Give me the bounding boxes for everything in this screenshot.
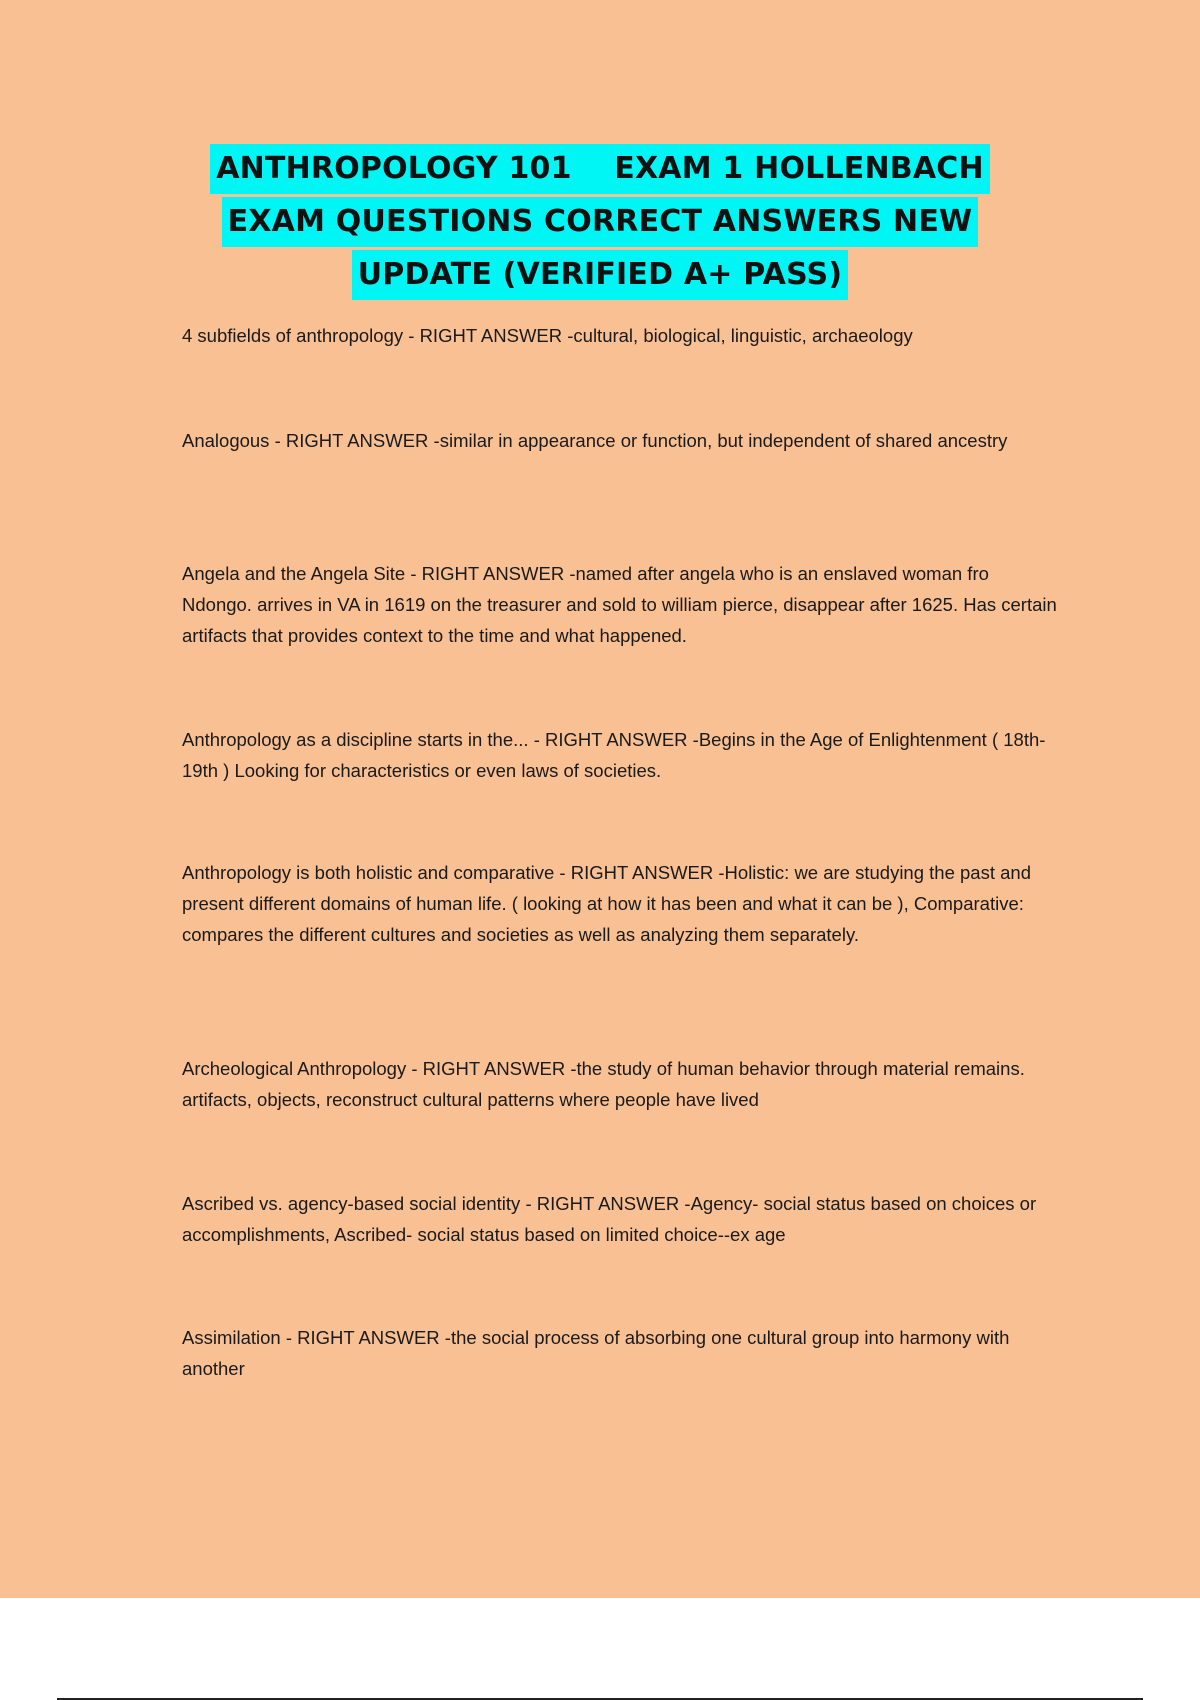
qa-entry-assimilation: Assimilation - RIGHT ANSWER -the social process of absorbing one cultural group into harmony with another [182,1327,1010,1379]
title-line-3-text: UPDATE (VERIFIED A+ PASS) [352,250,849,300]
qa-entry-discipline-start: Anthropology as a discipline starts in the... - RIGHT ANSWER -Begins in the Age of Enlightenment ( 18th-19th ) Looking for characteristics or even laws of societies. [182,729,1046,781]
title-line-2-text: EXAM QUESTIONS CORRECT ANSWERS NEW [222,197,979,247]
qa-entry-angela-site: Angela and the Angela Site - RIGHT ANSWER -named after angela who is an enslaved woman fro Ndongo. arrives in VA in 1619 on the treasurer and sold to william pierce, disappear after 1625. Has certain artifacts that provides context to the time and what happened. [182,563,1057,646]
title-line-3 [0,250,1200,303]
qa-entry-analogous: Analogous - RIGHT ANSWER -similar in appearance or function, but independent of shared ancestry [182,430,1008,451]
title-line-2 [0,197,1200,250]
title-line-1 [0,144,1200,197]
qa-entry-holistic-comparative: Anthropology is both holistic and comparative - RIGHT ANSWER -Holistic: we are studying the past and present different domains of human life. ( looking at how it has been and what it can be ), Comparative: compares the different cultures and societies as well as analyzing them separately. [182,862,1031,945]
qa-entry-archeological: Archeological Anthropology - RIGHT ANSWER -the study of human behavior through material remains. artifacts, objects, reconstruct cultural patterns where people have lived [182,1058,1025,1110]
qa-entry-social-identity: Ascribed vs. agency-based social identity - RIGHT ANSWER -Agency- social status based on choices or accomplishments, Ascribed- social status based on limited choice--ex age [182,1193,1037,1245]
title-line-1-text: ANTHROPOLOGY 101 EXAM 1 HOLLENBACH [210,144,990,194]
document-title [0,144,1200,303]
qa-entry-subfields: 4 subfields of anthropology - RIGHT ANSWER -cultural, biological, linguistic, archaeology [182,325,913,346]
